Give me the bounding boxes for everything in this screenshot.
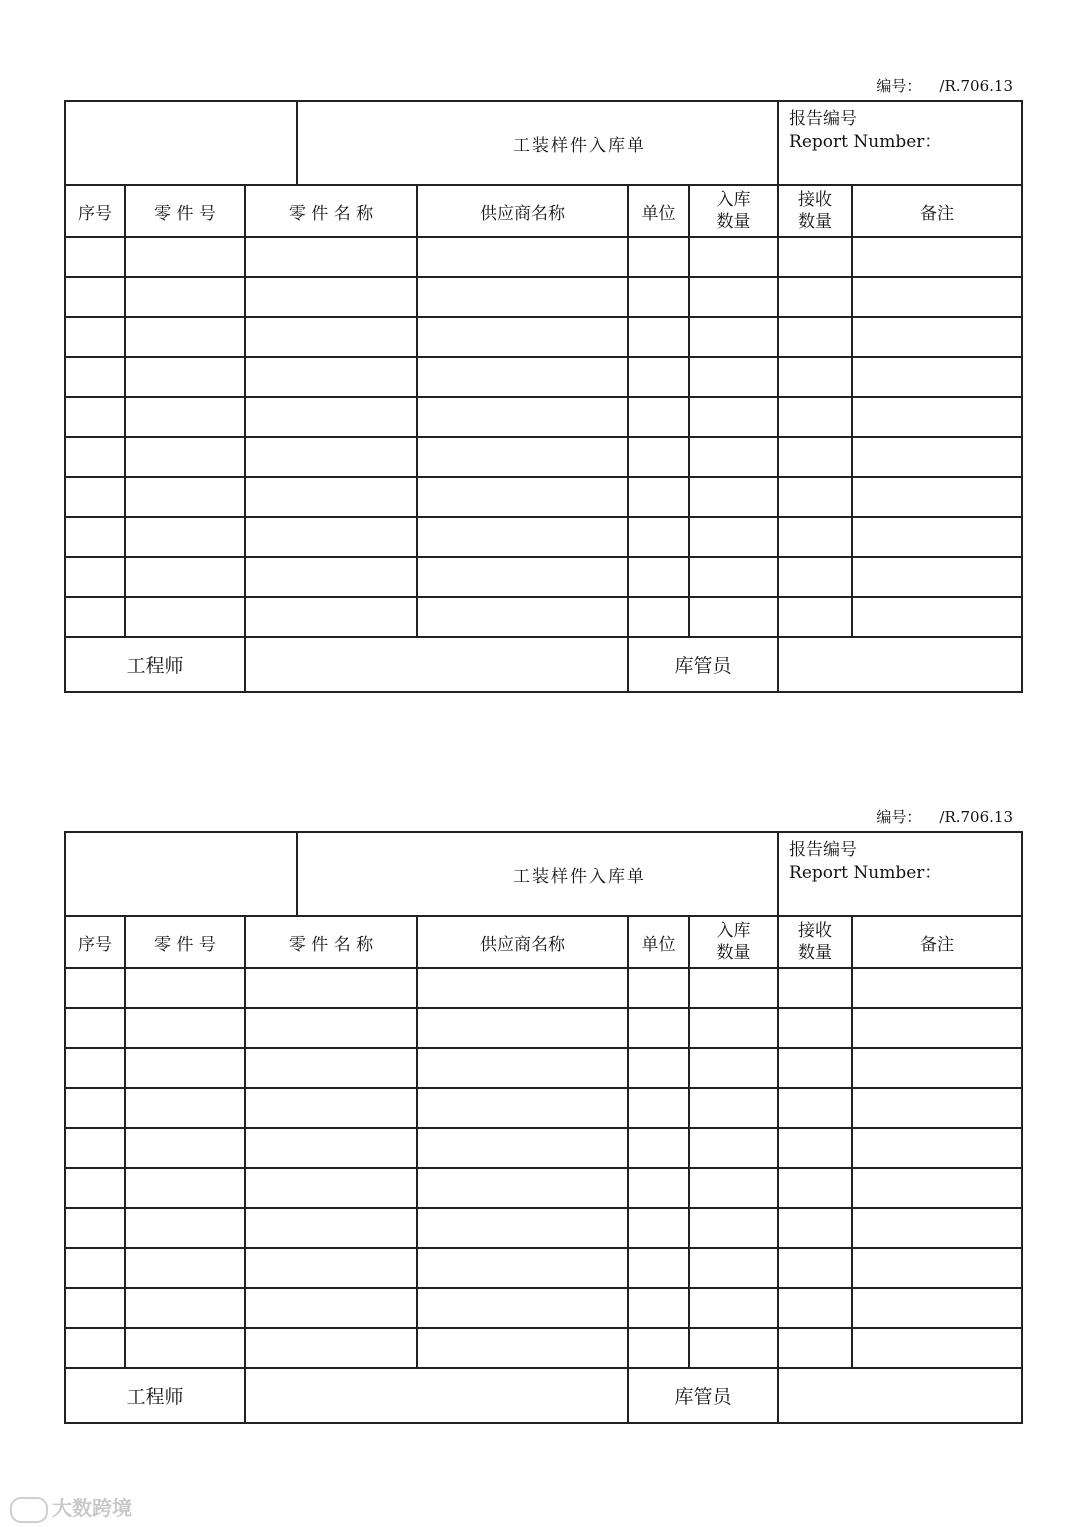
cell-in-qty[interactable] [689, 597, 778, 637]
form-title: 工装样件入库单 [297, 101, 778, 185]
cell-in-qty[interactable] [689, 317, 778, 357]
cell-supplier[interactable] [417, 397, 628, 437]
cell-part-no[interactable] [125, 357, 245, 397]
cell-part-no[interactable] [125, 477, 245, 517]
cell-recv-qty[interactable] [778, 517, 852, 557]
cell-seq[interactable] [65, 397, 125, 437]
cell-unit[interactable] [628, 1168, 689, 1208]
table-row [65, 397, 1022, 437]
cell-seq[interactable] [65, 1008, 125, 1048]
col-header-recv-qty: 接收 数量 [778, 916, 852, 968]
cell-seq[interactable] [65, 968, 125, 1008]
cell-seq[interactable] [65, 517, 125, 557]
cell-part-no[interactable] [125, 1128, 245, 1168]
engineer-label: 工程师 [65, 1368, 245, 1423]
cell-unit[interactable] [628, 1328, 689, 1368]
keeper-signature-field[interactable] [778, 637, 1022, 692]
cell-unit[interactable] [628, 357, 689, 397]
table-row [65, 1168, 1022, 1208]
cell-supplier[interactable] [417, 517, 628, 557]
cell-recv-qty[interactable] [778, 397, 852, 437]
cell-recv-qty[interactable] [778, 1288, 852, 1328]
cell-supplier[interactable] [417, 1168, 628, 1208]
cell-seq[interactable] [65, 357, 125, 397]
cell-seq[interactable] [65, 437, 125, 477]
cell-supplier[interactable] [417, 477, 628, 517]
cell-supplier[interactable] [417, 357, 628, 397]
cell-supplier[interactable] [417, 1248, 628, 1288]
cell-supplier[interactable] [417, 1208, 628, 1248]
form-code-label: 编号： [876, 77, 922, 95]
cell-part-name[interactable] [245, 477, 417, 517]
report-number-label-en: Report Number： [789, 132, 942, 152]
cell-part-name[interactable] [245, 1248, 417, 1288]
cell-part-no[interactable] [125, 317, 245, 357]
cell-part-no[interactable] [125, 1288, 245, 1328]
cell-remark[interactable] [852, 1328, 1022, 1368]
cell-supplier[interactable] [417, 437, 628, 477]
col-header-remark: 备注 [852, 916, 1022, 968]
cell-unit[interactable] [628, 1248, 689, 1288]
cell-in-qty[interactable] [689, 557, 778, 597]
cell-part-name[interactable] [245, 1328, 417, 1368]
cell-in-qty[interactable] [689, 1008, 778, 1048]
logo-cell [65, 832, 297, 916]
cell-seq[interactable] [65, 237, 125, 277]
cell-remark[interactable] [852, 517, 1022, 557]
watermark-text: 大数跨境 [52, 1496, 132, 1520]
cell-part-name[interactable] [245, 1128, 417, 1168]
col-header-unit: 单位 [628, 916, 689, 968]
cell-remark[interactable] [852, 357, 1022, 397]
cell-part-name[interactable] [245, 557, 417, 597]
col-header-part-no: 零 件 号 [125, 185, 245, 237]
cell-part-name[interactable] [245, 1088, 417, 1128]
cell-remark[interactable] [852, 597, 1022, 637]
cell-part-name[interactable] [245, 1208, 417, 1248]
cell-unit[interactable] [628, 1128, 689, 1168]
cell-recv-qty[interactable] [778, 277, 852, 317]
cell-part-no[interactable] [125, 968, 245, 1008]
engineer-label: 工程师 [65, 637, 245, 692]
table-row [65, 477, 1022, 517]
cell-remark[interactable] [852, 317, 1022, 357]
cell-recv-qty[interactable] [778, 1328, 852, 1368]
keeper-label: 库管员 [628, 637, 778, 692]
table-row [65, 1288, 1022, 1328]
cell-recv-qty[interactable] [778, 597, 852, 637]
cell-in-qty[interactable] [689, 1128, 778, 1168]
cell-part-no[interactable] [125, 277, 245, 317]
table-row [65, 517, 1022, 557]
cell-seq[interactable] [65, 1088, 125, 1128]
cell-unit[interactable] [628, 597, 689, 637]
cell-in-qty[interactable] [689, 477, 778, 517]
inbound-table [64, 100, 1023, 693]
cell-in-qty[interactable] [689, 237, 778, 277]
cell-seq[interactable] [65, 277, 125, 317]
cell-unit[interactable] [628, 317, 689, 357]
cell-remark[interactable] [852, 1048, 1022, 1088]
cell-remark[interactable] [852, 1168, 1022, 1208]
cell-seq[interactable] [65, 1208, 125, 1248]
cell-in-qty[interactable] [689, 968, 778, 1008]
cell-seq[interactable] [65, 557, 125, 597]
cell-recv-qty[interactable] [778, 1128, 852, 1168]
cell-unit[interactable] [628, 277, 689, 317]
cell-seq[interactable] [65, 1248, 125, 1288]
col-header-seq: 序号 [65, 916, 125, 968]
cell-remark[interactable] [852, 1008, 1022, 1048]
cell-unit[interactable] [628, 237, 689, 277]
cell-part-no[interactable] [125, 437, 245, 477]
cell-seq[interactable] [65, 597, 125, 637]
cell-recv-qty[interactable] [778, 1008, 852, 1048]
col-header-unit: 单位 [628, 185, 689, 237]
col-header-part-no: 零 件 号 [125, 916, 245, 968]
engineer-signature-field[interactable] [245, 637, 628, 692]
cell-remark[interactable] [852, 437, 1022, 477]
cell-part-no[interactable] [125, 597, 245, 637]
col-header-in-qty: 入库 数量 [689, 916, 778, 968]
cell-unit[interactable] [628, 1008, 689, 1048]
cell-part-name[interactable] [245, 277, 417, 317]
col-header-remark: 备注 [852, 185, 1022, 237]
table-row [65, 1088, 1022, 1128]
cell-part-name[interactable] [245, 597, 417, 637]
cell-part-name[interactable] [245, 968, 417, 1008]
cell-unit[interactable] [628, 517, 689, 557]
cell-in-qty[interactable] [689, 1288, 778, 1328]
form-code-value: /R.706.13 [939, 808, 1013, 826]
cell-recv-qty[interactable] [778, 477, 852, 517]
cell-part-name[interactable] [245, 317, 417, 357]
table-row [65, 1048, 1022, 1088]
cell-in-qty[interactable] [689, 277, 778, 317]
cell-part-no[interactable] [125, 1168, 245, 1208]
cell-part-no[interactable] [125, 517, 245, 557]
cell-remark[interactable] [852, 968, 1022, 1008]
col-header-supplier: 供应商名称 [417, 916, 628, 968]
cell-recv-qty[interactable] [778, 968, 852, 1008]
cell-remark[interactable] [852, 237, 1022, 277]
table-row [65, 1128, 1022, 1168]
cell-seq[interactable] [65, 477, 125, 517]
cell-recv-qty[interactable] [778, 1048, 852, 1088]
cell-unit[interactable] [628, 1048, 689, 1088]
col-header-in-qty: 入库 数量 [689, 185, 778, 237]
table-row [65, 968, 1022, 1008]
cell-remark[interactable] [852, 1248, 1022, 1288]
cell-part-name[interactable] [245, 1288, 417, 1328]
cell-part-no[interactable] [125, 1088, 245, 1128]
table-row [65, 597, 1022, 637]
cell-part-name[interactable] [245, 437, 417, 477]
cell-part-name[interactable] [245, 1048, 417, 1088]
cell-unit[interactable] [628, 437, 689, 477]
cell-recv-qty[interactable] [778, 1248, 852, 1288]
table-row [65, 1248, 1022, 1288]
cell-recv-qty[interactable] [778, 237, 852, 277]
cell-unit[interactable] [628, 1088, 689, 1128]
cell-in-qty[interactable] [689, 1328, 778, 1368]
cell-part-no[interactable] [125, 1048, 245, 1088]
cell-in-qty[interactable] [689, 1168, 778, 1208]
table-row [65, 237, 1022, 277]
cell-in-qty[interactable] [689, 517, 778, 557]
cell-part-no[interactable] [125, 1208, 245, 1248]
cell-supplier[interactable] [417, 557, 628, 597]
cell-part-no[interactable] [125, 557, 245, 597]
cell-part-no[interactable] [125, 397, 245, 437]
cell-part-name[interactable] [245, 517, 417, 557]
cell-in-qty[interactable] [689, 1088, 778, 1128]
cell-seq[interactable] [65, 1328, 125, 1368]
cell-recv-qty[interactable] [778, 357, 852, 397]
table-row [65, 1328, 1022, 1368]
table-row [65, 437, 1022, 477]
cell-unit[interactable] [628, 968, 689, 1008]
cell-part-no[interactable] [125, 1008, 245, 1048]
col-header-supplier: 供应商名称 [417, 185, 628, 237]
report-number-label-cn: 报告编号 [789, 109, 858, 129]
cell-in-qty[interactable] [689, 437, 778, 477]
cell-unit[interactable] [628, 1208, 689, 1248]
cell-supplier[interactable] [417, 1008, 628, 1048]
cell-supplier[interactable] [417, 1328, 628, 1368]
cell-supplier[interactable] [417, 237, 628, 277]
cell-in-qty[interactable] [689, 1208, 778, 1248]
engineer-signature-field[interactable] [245, 1368, 628, 1423]
cell-part-name[interactable] [245, 397, 417, 437]
table-row [65, 1008, 1022, 1048]
col-header-recv-qty: 接收 数量 [778, 185, 852, 237]
cell-part-name[interactable] [245, 1008, 417, 1048]
cell-part-no[interactable] [125, 1248, 245, 1288]
cell-in-qty[interactable] [689, 1048, 778, 1088]
keeper-label: 库管员 [628, 1368, 778, 1423]
cell-supplier[interactable] [417, 1088, 628, 1128]
watermark-logo-icon [10, 1497, 48, 1523]
form-code [876, 72, 1013, 100]
cell-recv-qty[interactable] [778, 437, 852, 477]
cell-remark[interactable] [852, 557, 1022, 597]
cell-in-qty[interactable] [689, 1248, 778, 1288]
cell-remark[interactable] [852, 477, 1022, 517]
col-header-seq: 序号 [65, 185, 125, 237]
cell-recv-qty[interactable] [778, 1208, 852, 1248]
watermark [10, 1492, 132, 1523]
cell-remark[interactable] [852, 277, 1022, 317]
cell-seq[interactable] [65, 317, 125, 357]
cell-unit[interactable] [628, 397, 689, 437]
form-code [876, 803, 1013, 831]
cell-part-name[interactable] [245, 1168, 417, 1208]
report-number-label-cn: 报告编号 [789, 840, 858, 860]
table-row [65, 317, 1022, 357]
cell-recv-qty[interactable] [778, 1168, 852, 1208]
cell-recv-qty[interactable] [778, 1088, 852, 1128]
cell-in-qty[interactable] [689, 397, 778, 437]
form-code-value: /R.706.13 [939, 77, 1013, 95]
cell-in-qty[interactable] [689, 357, 778, 397]
col-header-part-name: 零 件 名 称 [245, 916, 417, 968]
cell-remark[interactable] [852, 1128, 1022, 1168]
table-row [65, 557, 1022, 597]
cell-remark[interactable] [852, 1208, 1022, 1248]
cell-supplier[interactable] [417, 597, 628, 637]
table-row [65, 1208, 1022, 1248]
keeper-signature-field[interactable] [778, 1368, 1022, 1423]
logo-cell [65, 101, 297, 185]
cell-recv-qty[interactable] [778, 317, 852, 357]
cell-unit[interactable] [628, 557, 689, 597]
cell-supplier[interactable] [417, 1128, 628, 1168]
cell-supplier[interactable] [417, 1048, 628, 1088]
cell-supplier[interactable] [417, 317, 628, 357]
cell-supplier[interactable] [417, 277, 628, 317]
cell-unit[interactable] [628, 1288, 689, 1328]
form-title: 工装样件入库单 [297, 832, 778, 916]
cell-supplier[interactable] [417, 1288, 628, 1328]
report-number-field[interactable] [778, 101, 1022, 185]
cell-supplier[interactable] [417, 968, 628, 1008]
cell-remark[interactable] [852, 1288, 1022, 1328]
form-code-label: 编号： [876, 808, 922, 826]
report-number-field[interactable] [778, 832, 1022, 916]
cell-seq[interactable] [65, 1168, 125, 1208]
table-row [65, 357, 1022, 397]
table-row [65, 277, 1022, 317]
cell-seq[interactable] [65, 1048, 125, 1088]
report-number-label-en: Report Number： [789, 863, 942, 883]
cell-remark[interactable] [852, 397, 1022, 437]
cell-remark[interactable] [852, 1088, 1022, 1128]
inbound-table [64, 831, 1023, 1424]
cell-unit[interactable] [628, 477, 689, 517]
cell-part-name[interactable] [245, 237, 417, 277]
cell-recv-qty[interactable] [778, 557, 852, 597]
cell-seq[interactable] [65, 1128, 125, 1168]
cell-part-no[interactable] [125, 1328, 245, 1368]
col-header-part-name: 零 件 名 称 [245, 185, 417, 237]
cell-seq[interactable] [65, 1288, 125, 1328]
cell-part-name[interactable] [245, 357, 417, 397]
cell-part-no[interactable] [125, 237, 245, 277]
